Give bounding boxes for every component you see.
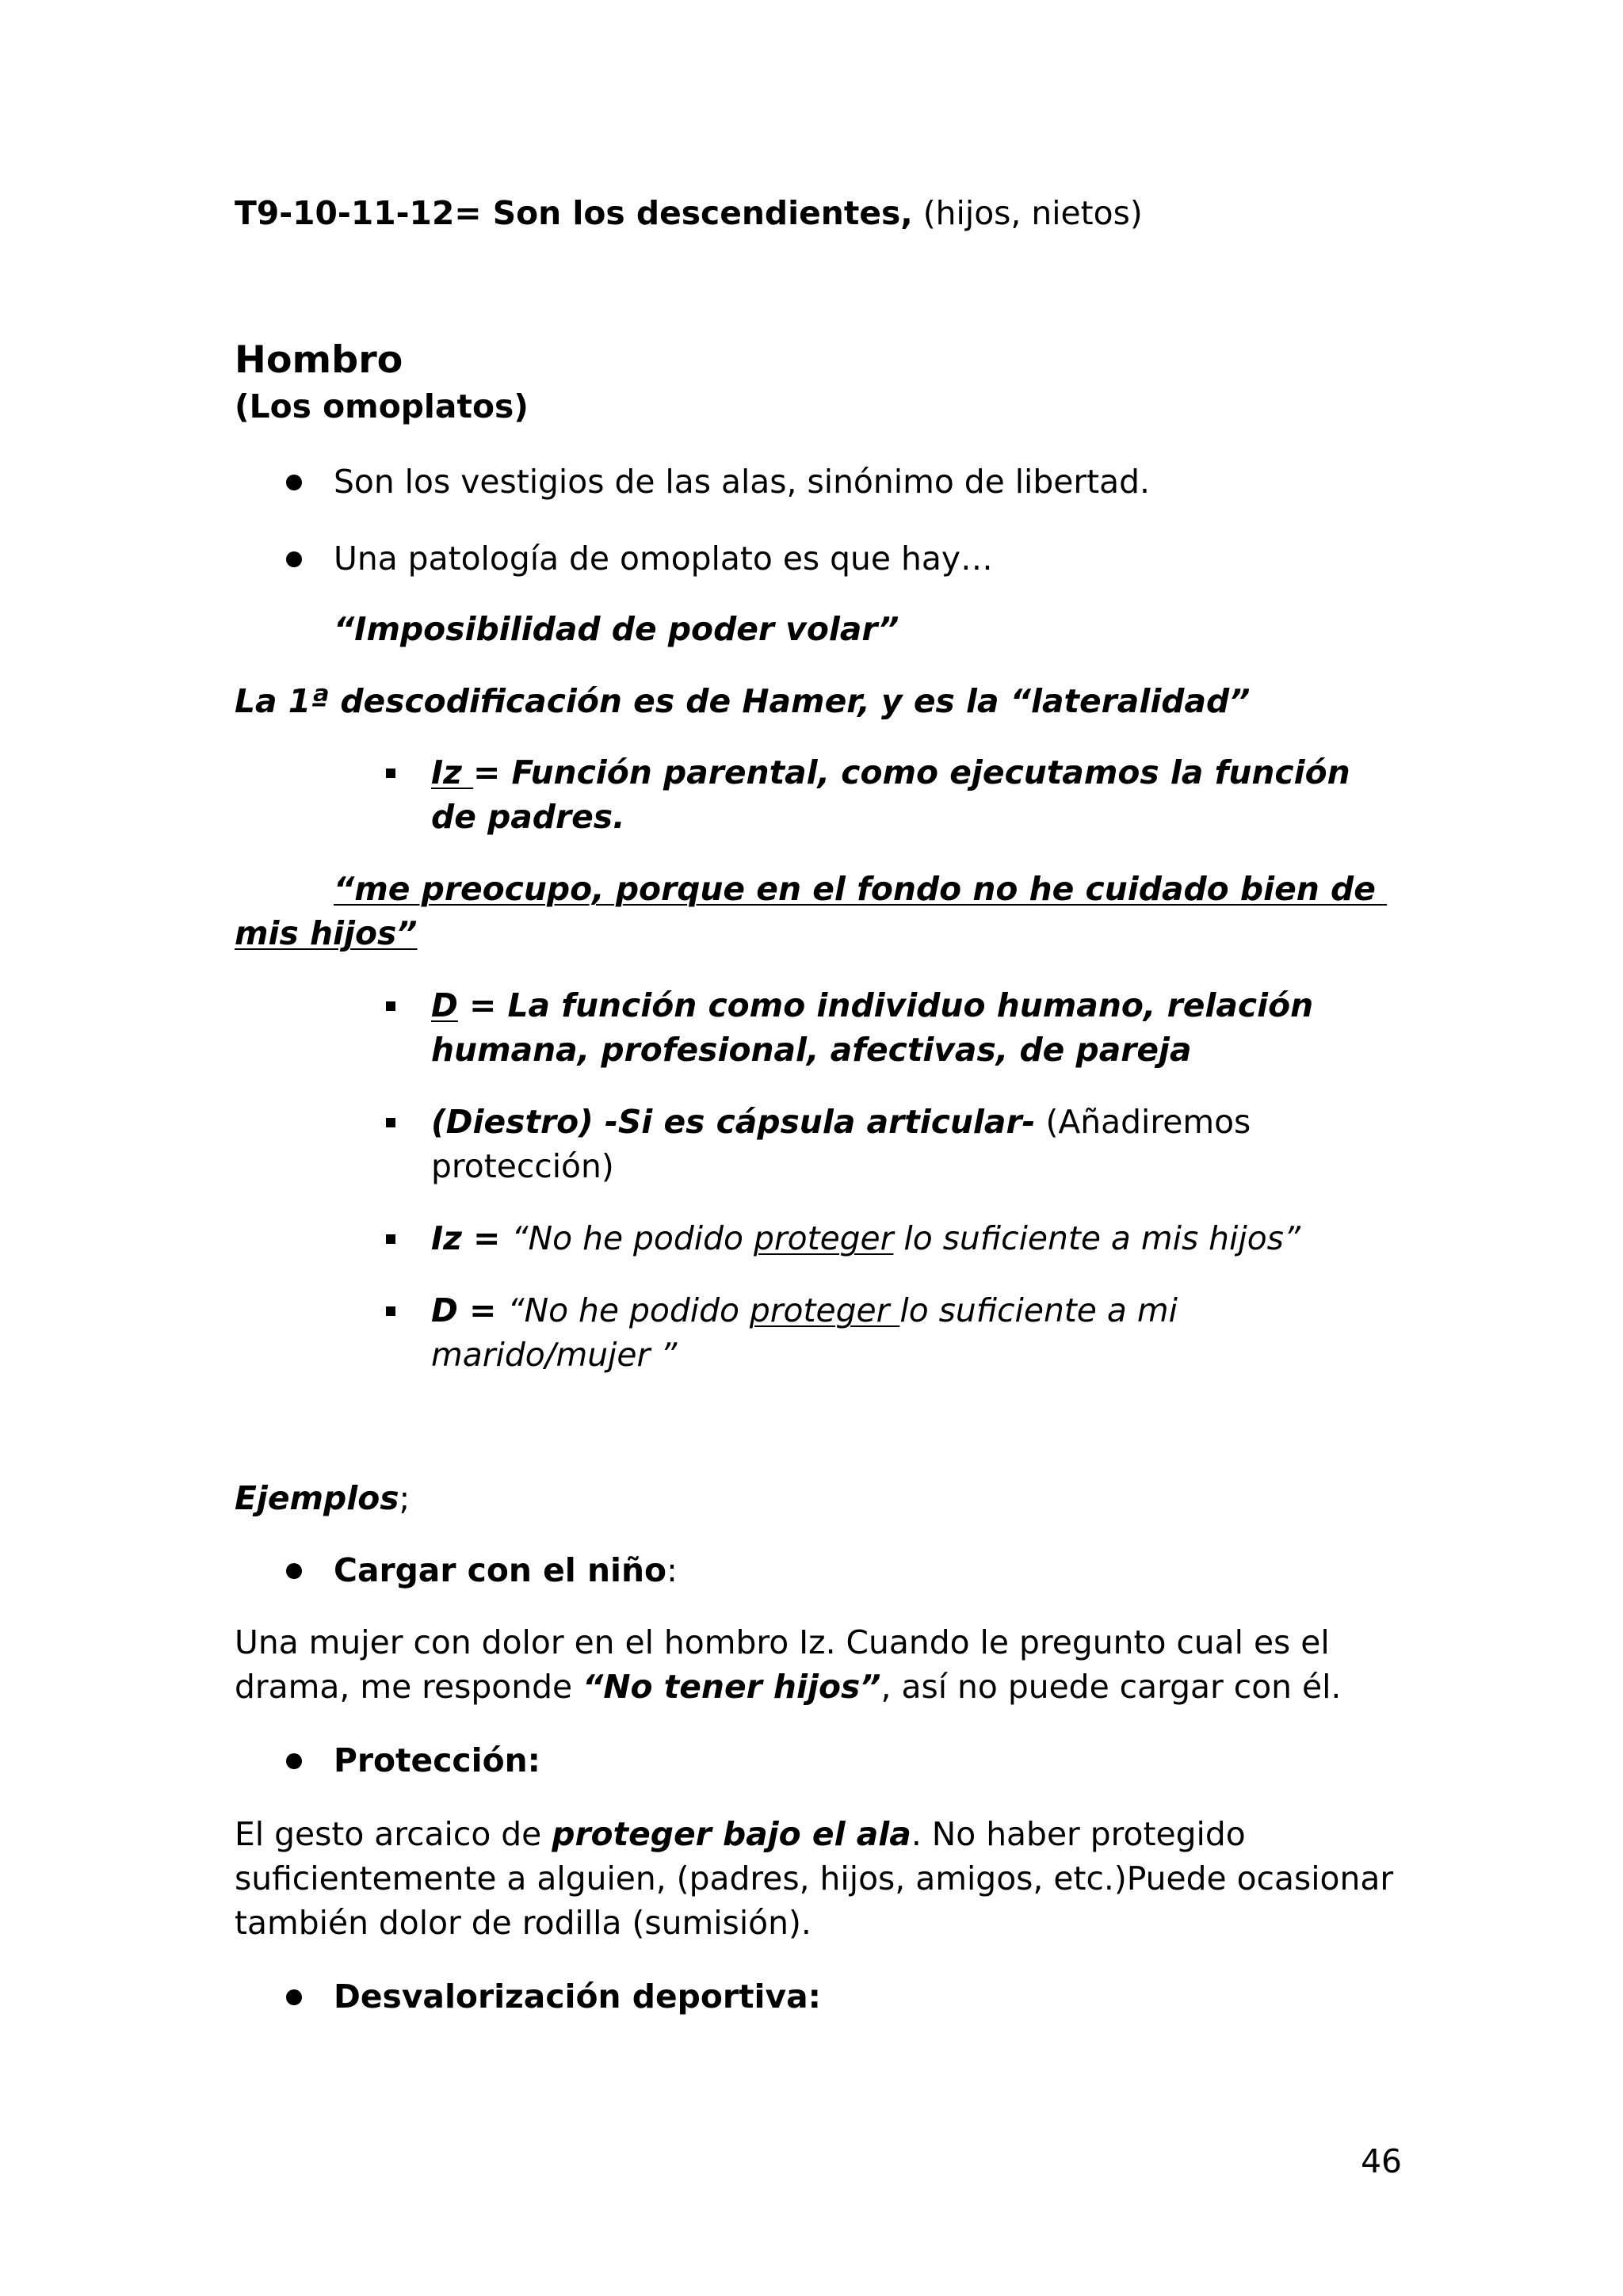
square-bullet-icon (386, 1306, 395, 1316)
quote-end: lo suficiente a mis hijos” (893, 1219, 1301, 1257)
ejemplo-body-text: Una mujer con dolor en el hombro Iz. Cuando le pregunto cual es el drama, me responde (235, 1623, 1330, 1706)
ejemplos-punctuation: ; (399, 1479, 411, 1517)
diestro-note: (Añadiremos protección) (431, 1103, 1251, 1185)
quote-keyword: proteger (753, 1219, 894, 1257)
lateralidad-item-izquierdo (431, 750, 1350, 839)
lateralidad-item-derecho (431, 983, 1313, 1072)
bullet-item-text: Son los vestigios de las alas, sinónimo de libertad. (334, 463, 1151, 501)
bullet-dot-icon (286, 1989, 302, 2005)
ejemplos-label: Ejemplos (235, 1479, 399, 1517)
quote-end: lo suficiente a mi marido/mujer ” (431, 1291, 1178, 1374)
square-bullet-icon (386, 1234, 395, 1244)
bullet-item (334, 460, 1150, 504)
intro-label: T9-10-11-12= Son los descendientes, (235, 194, 913, 232)
ejemplo-body-text: , así no puede cargar con él. (880, 1668, 1342, 1706)
section-title: Hombro (235, 338, 403, 382)
ejemplo-title-text: Desvalorización deportiva: (334, 1978, 821, 2016)
ejemplo-title-text: Protección: (334, 1741, 540, 1779)
ejemplos-heading (235, 1476, 410, 1520)
ejemplo-body-text: El gesto arcaico de (235, 1815, 552, 1853)
section-subtitle: (Los omoplatos) (235, 387, 529, 425)
ejemplo-title-suffix: : (666, 1551, 678, 1589)
ejemplo-title (334, 1548, 678, 1592)
intro-line (235, 191, 1143, 235)
ejemplo-body-text: . No haber protegido suficientemente a alguien, (padres, hijos, amigos, etc.)Puede ocasionar también dolor de rodilla (sumisión). (235, 1815, 1394, 1942)
diestro-condition: (Diestro) -Si es cápsula articular- (431, 1103, 1036, 1141)
quote-keyword: proteger (749, 1291, 900, 1329)
bullet-dot-icon (286, 475, 302, 490)
bullet-item (334, 536, 993, 581)
square-bullet-icon (386, 769, 395, 778)
ejemplo-body-emphasis: “No tener hijos” (582, 1668, 881, 1706)
bullet-dot-icon (286, 1563, 302, 1579)
ejemplo-body (235, 1812, 1393, 1945)
square-bullet-icon (386, 1118, 395, 1127)
ejemplo-title (334, 1974, 821, 2019)
lateralidad-item-proteger-izquierdo (431, 1216, 1300, 1261)
side-label: D = (431, 1291, 508, 1329)
ejemplo-title (334, 1738, 540, 1783)
quote-volar: “Imposibilidad de poder volar” (334, 610, 899, 648)
lateralidad-item-proteger-derecho (431, 1288, 1178, 1377)
bullet-dot-icon (286, 551, 302, 567)
ejemplo-body-emphasis: proteger bajo el ala (552, 1815, 911, 1853)
ejemplo-body (235, 1620, 1341, 1709)
ejemplo-title-text: Cargar con el niño (334, 1551, 667, 1589)
side-label: Iz (431, 753, 474, 791)
bullet-dot-icon (286, 1753, 302, 1769)
square-bullet-icon (386, 1001, 395, 1011)
lateralidad-heading: La 1ª descodificación es de Hamer, y es la “lateralidad” (235, 682, 1251, 720)
page-number: 46 (1361, 2142, 1402, 2180)
intro-detail: (hijos, nietos) (912, 194, 1143, 232)
side-label: Iz = (431, 1219, 512, 1257)
side-label: D (431, 986, 458, 1024)
lateralidad-item-diestro (431, 1100, 1251, 1188)
bullet-item-text: Una patología de omoplato es que hay… (334, 540, 993, 578)
side-description: = La función como individuo humano, relación humana, profesional, afectivas, de pareja (431, 986, 1314, 1069)
quote-start: “No he podido (511, 1219, 754, 1257)
side-description: = Función parental, como ejecutamos la función de padres. (431, 753, 1350, 836)
quote-start: “No he podido (507, 1291, 750, 1329)
quote-hijos: “me preocupo, porque en el fondo no he cuidado bien de mis hijos” (235, 870, 1376, 952)
